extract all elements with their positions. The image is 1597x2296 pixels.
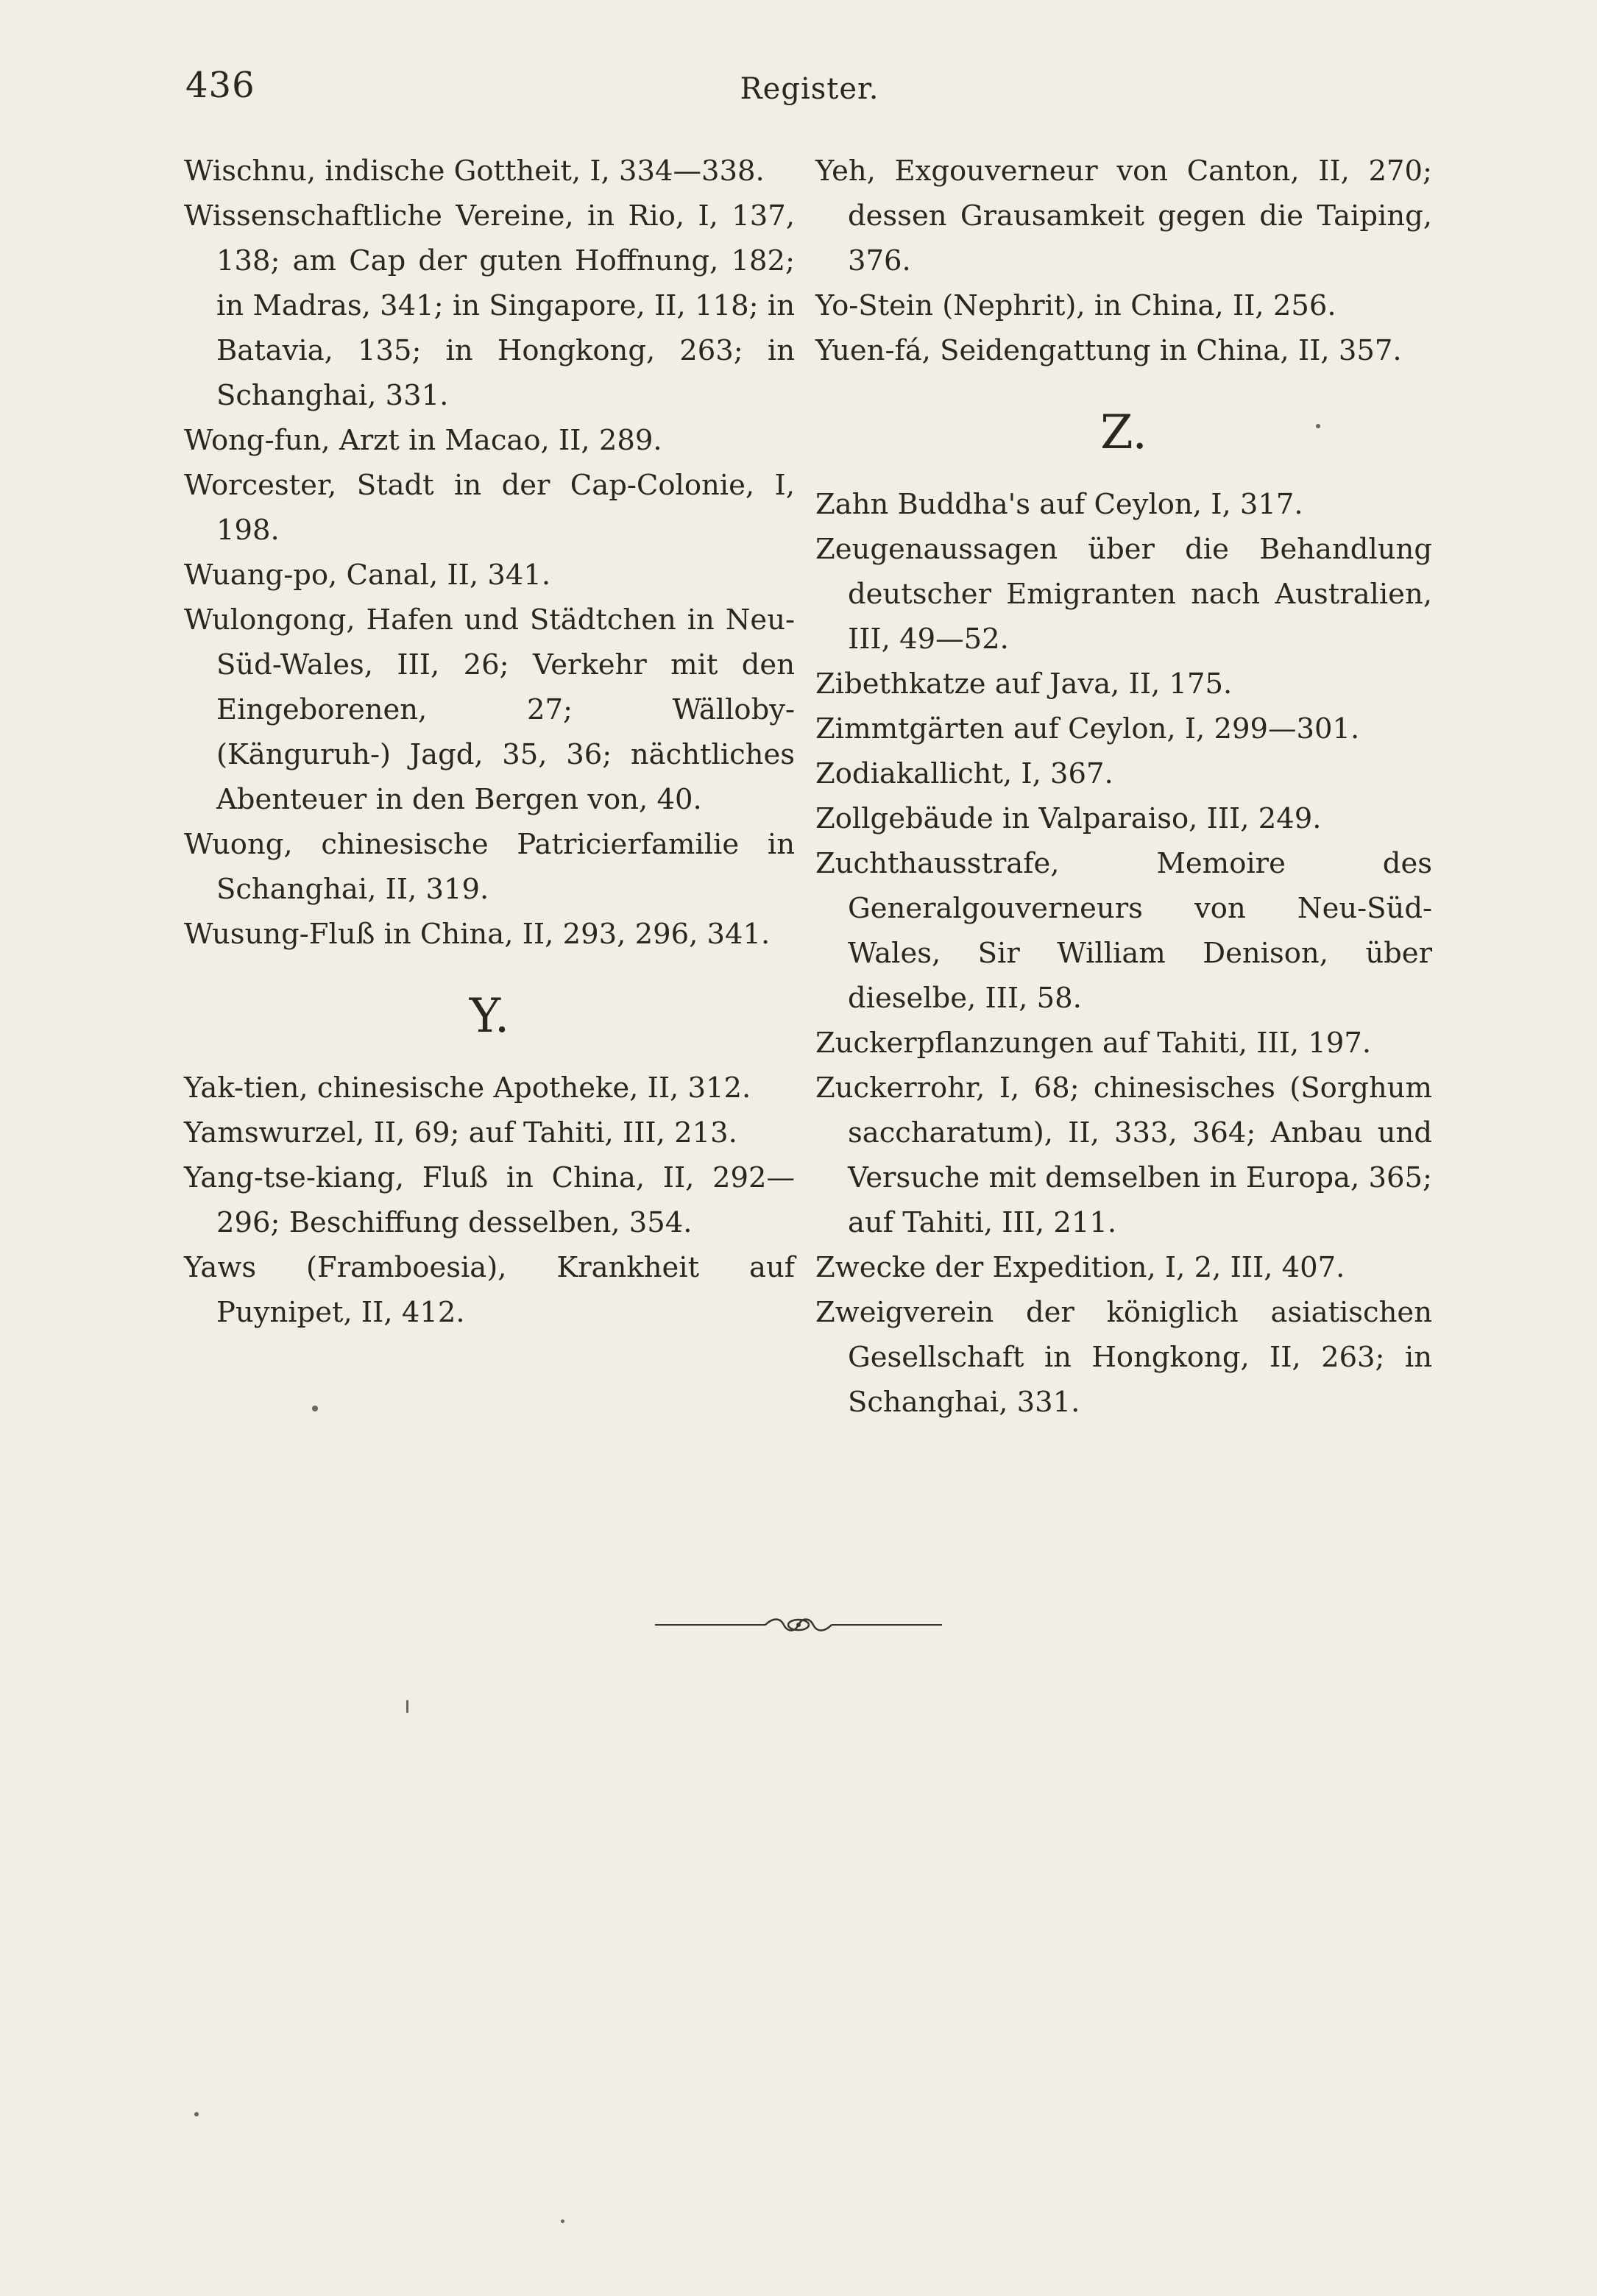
index-entry: Yo-Stein (Nephrit), in China, II, 256. bbox=[815, 289, 1336, 322]
paper-speck bbox=[561, 2219, 564, 2223]
index-entry: Wusung-Fluß in China, II, 293, 296, 341. bbox=[184, 918, 771, 951]
paper-speck bbox=[312, 1406, 318, 1411]
paper-speck bbox=[1316, 424, 1320, 428]
left-column bbox=[184, 149, 795, 1335]
section-letter-z: Z. bbox=[1100, 405, 1147, 460]
right-column bbox=[815, 149, 1432, 1425]
index-entry: Yamswurzel, II, 69; auf Tahiti, III, 213. bbox=[184, 1116, 737, 1149]
index-entry: Zuckerpflanzungen auf Tahiti, III, 197. bbox=[815, 1027, 1372, 1060]
page-number: 436 bbox=[185, 65, 255, 106]
index-entry: Zahn Buddha's auf Ceylon, I, 317. bbox=[815, 488, 1303, 521]
index-entry: Zwecke der Expedition, I, 2, III, 407. bbox=[815, 1251, 1345, 1284]
index-entry: Yeh, Exgouverneur von Canton, II, 270; dessen Grausamkeit gegen die Taiping, 376. bbox=[815, 155, 1432, 277]
index-entry: Wuang-po, Canal, II, 341. bbox=[184, 559, 551, 592]
paper-speck bbox=[406, 1700, 408, 1713]
index-entry: Yaws (Framboesia), Krankheit auf Puynipet, II, 412. bbox=[184, 1251, 795, 1329]
running-title: Register. bbox=[740, 72, 879, 106]
index-entry: Zuchthausstrafe, Memoire des Generalgouverneurs von Neu-Süd-Wales, Sir William Denison, über dieselbe, III, 58. bbox=[815, 847, 1432, 1015]
index-entry: Wong-fun, Arzt in Macao, II, 289. bbox=[184, 424, 662, 457]
index-entry: Wuong, chinesische Patricierfamilie in Schanghai, II, 319. bbox=[184, 828, 795, 906]
paper-speck bbox=[194, 2112, 199, 2116]
index-entry: Yak-tien, chinesische Apotheke, II, 312. bbox=[184, 1071, 751, 1105]
index-entry: Zeugenaussagen über die Behandlung deutscher Emigranten nach Australien, III, 49—52. bbox=[815, 533, 1432, 656]
index-entry: Zimmtgärten auf Ceylon, I, 299—301. bbox=[815, 712, 1360, 745]
index-entry: Zuckerrohr, I, 68; chinesisches (Sorghum saccharatum), II, 333, 364; Anbau und Versuche mit demselben in Europa, 365; auf Tahiti, III, 211. bbox=[815, 1071, 1432, 1239]
index-entry: Zweigverein der königlich asiatischen Gesellschaft in Hongkong, II, 263; in Schanghai, 331. bbox=[815, 1296, 1432, 1419]
index-entry: Zodiakallicht, I, 367. bbox=[815, 757, 1113, 790]
index-entry: Wulongong, Hafen und Städtchen in Neu-Süd-Wales, III, 26; Verkehr mit den Eingeborenen, 27; Wälloby- (Känguruh-) Jagd, 35, 36; nächtliches Abenteuer in den Bergen von, 40. bbox=[184, 603, 795, 816]
index-entry: Worcester, Stadt in der Cap-Colonie, I, 198. bbox=[184, 469, 795, 547]
index-entry: Zibethkatze auf Java, II, 175. bbox=[815, 667, 1233, 701]
index-entry: Yuen-fá, Seidengattung in China, II, 357. bbox=[815, 334, 1402, 367]
index-entry: Wissenschaftliche Vereine, in Rio, I, 137, 138; am Cap der guten Hoffnung, 182; in Madras, 341; in Singapore, II, 118; in Batavia, 135; in Hongkong, 263; in Schanghai, 331. bbox=[184, 199, 795, 412]
index-entry: Zollgebäude in Valparaiso, III, 249. bbox=[815, 802, 1322, 835]
section-letter-y: Y. bbox=[469, 989, 510, 1044]
index-entry: Wischnu, indische Gottheit, I, 334—338. bbox=[184, 155, 765, 188]
index-entry: Yang-tse-kiang, Fluß in China, II, 292—296; Beschiffung desselben, 354. bbox=[184, 1161, 795, 1239]
decorative-end-rule-icon bbox=[655, 1610, 942, 1640]
